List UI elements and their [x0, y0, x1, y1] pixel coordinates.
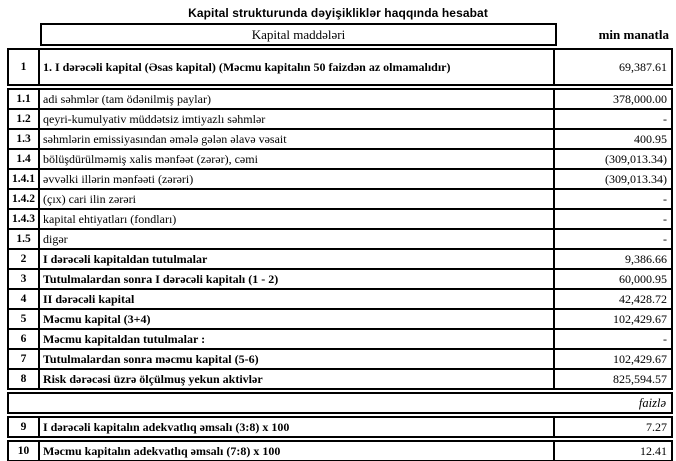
row-label: I dərəcəli kapitaldan tutulmalar — [38, 248, 555, 270]
row-value: 9,386.66 — [553, 248, 673, 270]
row-value: - — [553, 328, 673, 350]
row-label: adi səhmlər (tam ödənilmiş paylar) — [38, 88, 555, 110]
row-value: - — [553, 228, 673, 250]
table-row — [7, 108, 673, 130]
row-value: 400.95 — [553, 128, 673, 150]
row-value: 60,000.95 — [553, 268, 673, 290]
table-row — [7, 268, 673, 290]
row-label: kapital ehtiyatları (fondları) — [38, 208, 555, 230]
row-value: 7.27 — [553, 416, 673, 438]
row-number: 1.4.1 — [7, 168, 40, 190]
capital-structure-table — [7, 23, 673, 461]
row-value: (309,013.34) — [553, 148, 673, 170]
row-number: 1 — [7, 48, 40, 86]
table-row — [7, 440, 673, 461]
row-number: 1.1 — [7, 88, 40, 110]
row-value: 102,429.67 — [553, 348, 673, 370]
row-value: 378,000.00 — [553, 88, 673, 110]
table-row — [7, 416, 673, 438]
table-row — [7, 48, 673, 86]
row-number: 4 — [7, 288, 40, 310]
row-label: (çıx) cari ilin zərəri — [38, 188, 555, 210]
table-row — [7, 288, 673, 310]
row-label: Məcmu kapital (3+4) — [38, 308, 555, 330]
row-label: 1. I dərəcəli kapital (Əsas kapital) (Məcmu kapitalın 50 faizdən az olmamalıdır) — [38, 48, 555, 86]
row-value: 102,429.67 — [553, 308, 673, 330]
table-row — [7, 328, 673, 350]
row-number: 9 — [7, 416, 40, 438]
column-header-items: Kapital maddələri — [40, 23, 557, 46]
row-label: Tutulmalardan sonra məcmu kapital (5-6) — [38, 348, 555, 370]
row-label: bölüşdürülməmiş xalis mənfəət (zərər), cəmi — [38, 148, 555, 170]
row-label: Məcmu kapitalın adekvatlıq əmsalı (7:8) x 100 — [38, 440, 555, 461]
header-spacer — [7, 23, 40, 46]
row-number: 1.2 — [7, 108, 40, 130]
row-value: - — [553, 208, 673, 230]
row-number: 1.5 — [7, 228, 40, 250]
row-label: qeyri-kumulyativ müddətsiz imtiyazlı səhmlər — [38, 108, 555, 130]
row-value: - — [553, 108, 673, 130]
table-row — [7, 248, 673, 270]
table-row — [7, 88, 673, 110]
row-label: əvvəlki illərin mənfəəti (zərəri) — [38, 168, 555, 190]
row-number: 1.4.2 — [7, 188, 40, 210]
row-number: 7 — [7, 348, 40, 370]
row-label: Risk dərəcəsi üzrə ölçülmuş yekun aktivlər — [38, 368, 555, 390]
row-value: 825,594.57 — [553, 368, 673, 390]
table-row — [7, 308, 673, 330]
capital-rows-section — [7, 48, 673, 390]
row-label: digər — [38, 228, 555, 250]
row-value: 69,387.61 — [553, 48, 673, 86]
percent-note: faizlə — [7, 392, 673, 414]
row-value: (309,013.34) — [553, 168, 673, 190]
row-value: 12.41 — [553, 440, 673, 461]
row-label: Tutulmalardan sonra I dərəcəli kapitalı (1 - 2) — [38, 268, 555, 290]
percent-note-row — [7, 392, 673, 414]
table-row — [7, 348, 673, 370]
row-number: 8 — [7, 368, 40, 390]
row-label: Məcmu kapitaldan tutulmalar : — [38, 328, 555, 350]
row-number: 5 — [7, 308, 40, 330]
row-number: 6 — [7, 328, 40, 350]
row-number: 2 — [7, 248, 40, 270]
row-label: I dərəcəli kapitalın adekvatlıq əmsalı (3:8) x 100 — [38, 416, 555, 438]
adequacy-rows-section — [7, 416, 673, 461]
table-row — [7, 148, 673, 170]
table-row — [7, 368, 673, 390]
table-row — [7, 228, 673, 250]
row-number: 1.4 — [7, 148, 40, 170]
row-number: 1.3 — [7, 128, 40, 150]
table-row — [7, 128, 673, 150]
table-header — [7, 23, 673, 46]
table-row — [7, 188, 673, 210]
row-number: 1.4.3 — [7, 208, 40, 230]
row-number: 3 — [7, 268, 40, 290]
row-label: II dərəcəli kapital — [38, 288, 555, 310]
row-value: - — [553, 188, 673, 210]
column-header-unit: min manatla — [598, 26, 669, 42]
table-row — [7, 168, 673, 190]
row-label: səhmlərin emissiyasından əmələ gələn əlavə vəsait — [38, 128, 555, 150]
row-value: 42,428.72 — [553, 288, 673, 310]
row-number: 10 — [7, 440, 40, 461]
table-row — [7, 208, 673, 230]
report-title: Kapital strukturunda dəyişikliklər haqqında hesabat — [188, 6, 488, 20]
